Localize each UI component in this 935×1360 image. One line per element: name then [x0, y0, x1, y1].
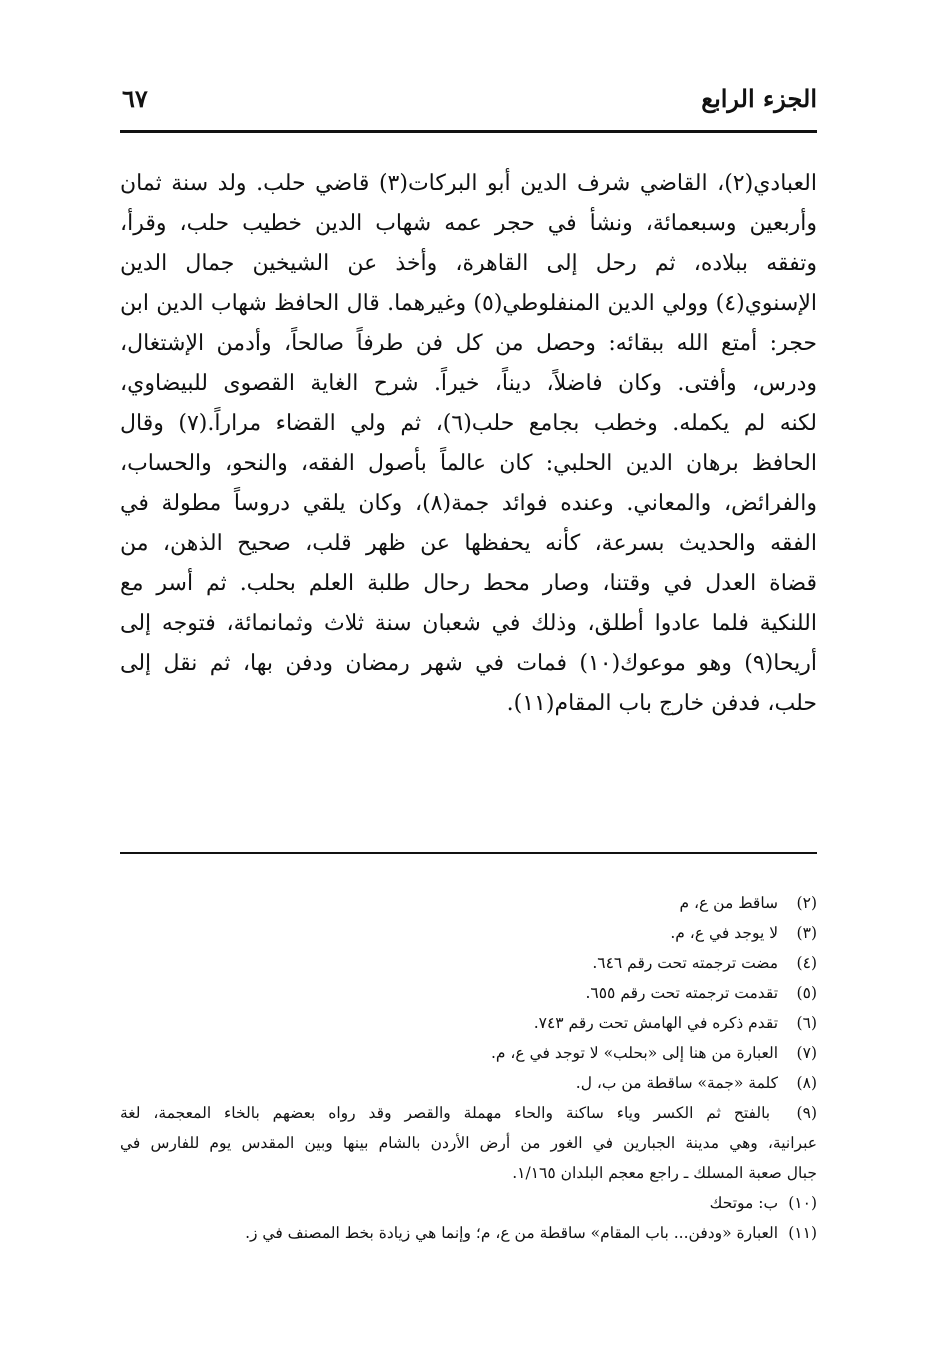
main-text	[120, 164, 817, 724]
footnote-text: تقدمت ترجمته تحت رقم ٦٥٥.	[585, 984, 779, 1002]
footnote-number: (١١)	[788, 1224, 817, 1242]
footnote-number: (٩)	[796, 1104, 817, 1122]
footnote-number: (٨)	[796, 1074, 817, 1092]
footnote-text: جبال صعبة المسلك ـ راجع معجم البلدان ١/١٦٥.	[512, 1164, 817, 1182]
footnote-number: (٦)	[796, 1014, 817, 1032]
body-line: ودرس، وأفتى. وكان فاضلاً، ديناً، خيراً. شرح الغاية القصوى للبيضاوي،	[120, 371, 817, 396]
running-header-title: الجزء الرابع	[701, 84, 817, 113]
footnote-8	[120, 1068, 817, 1098]
footnote-7	[120, 1038, 817, 1068]
footnote-text: مضت ترجمته تحت رقم ٦٤٦.	[592, 954, 779, 972]
body-line: اللنكية فلما عادوا أطلق، وذلك في شعبان سنة ثلاث وثمانمائة، فتوجه إلى	[120, 611, 817, 636]
footnote-text: عبرانية، وهي مدينة الجبارين في الغور من أرض الأردن بالشام بينها وبين المقدس يوم للفارس في	[120, 1134, 817, 1152]
footnote-3	[120, 918, 817, 948]
footnote-text: ساقط من ع، م	[679, 894, 779, 912]
footnote-text: كلمة «جمة» ساقطة من ب، ل.	[575, 1074, 779, 1092]
body-line: الإسنوي(٤) وولي الدين المنفلوطي(٥) وغيرهما. قال الحافظ شهاب الدين ابن	[120, 291, 817, 316]
footnote-2	[120, 888, 817, 918]
footnote-text: العبارة «ودفن... باب المقام» ساقطة من ع، م؛ وإنما هي زيادة بخط المصنف في ز.	[245, 1224, 779, 1242]
body-line: وتفقه ببلاده، ثم رحل إلى القاهرة، وأخذ عن الشيخين جمال الدين	[120, 251, 817, 276]
footnote-number: (٥)	[796, 984, 817, 1002]
footnote-number: (١٠)	[788, 1194, 817, 1212]
footnote-number: (٤)	[796, 954, 817, 972]
footnote-number: (٧)	[796, 1044, 817, 1062]
footnote-rule	[120, 852, 817, 854]
footnote-9-continued	[120, 1128, 817, 1158]
footnote-text: تقدم ذكره في الهامش تحت رقم ٧٤٣.	[533, 1014, 779, 1032]
footnotes	[120, 888, 817, 1248]
body-line: الفقه والحديث بسرعة، كأنه يحفظها عن ظهر قلب، صحيح الذهن، من	[120, 531, 817, 556]
footnote-9	[120, 1098, 817, 1128]
footnote-number: (٢)	[796, 894, 817, 912]
footnote-9-continued	[120, 1158, 817, 1188]
footnote-11	[120, 1218, 817, 1248]
footnote-6	[120, 1008, 817, 1038]
header-rule	[120, 130, 817, 133]
body-line: أريحا(٩) وهو موعوك(١٠) فمات في شهر رمضان ودفن بها، ثم نقل إلى	[120, 651, 817, 676]
footnote-text: العبارة من هنا إلى «بحلب» لا توجد في ع، م.	[490, 1044, 779, 1062]
footnote-4	[120, 948, 817, 978]
footnote-number: (٣)	[796, 924, 817, 942]
footnote-10	[120, 1188, 817, 1218]
footnote-text: بالفتح ثم الكسر وياء ساكنة والحاء مهملة والقصر وقد رواه بعضهم بالخاء المعجمة، لغة	[120, 1104, 771, 1122]
footnote-text: ب: موتحك	[709, 1194, 779, 1212]
body-line: والفرائض، والمعاني. وعنده فوائد جمة(٨)، وكان يلقي دروساً مطولة في	[120, 491, 817, 516]
body-line: قضاة العدل في وقتنا، وصار محط رحال طلبة العلم بحلب. ثم أسر مع	[120, 571, 817, 596]
body-line: لكنه لم يكمله. وخطب بجامع حلب(٦)، ثم ولي القضاء مراراً.(٧) وقال	[120, 411, 817, 436]
page-number: ٦٧	[122, 84, 148, 113]
body-line: حلب، فدفن خارج باب المقام(١١).	[506, 691, 817, 716]
footnote-text: لا يوجد في ع، م.	[670, 924, 779, 942]
body-line: العبادي(٢)، القاضي شرف الدين أبو البركات(٣) قاضي حلب. ولد سنة ثمان	[120, 171, 817, 196]
body-line: حجر: أمتع الله ببقائه: وحصل من كل فن طرفاً صالحاً، وأدمن الإشتغال،	[120, 331, 817, 356]
footnote-5	[120, 978, 817, 1008]
body-line: وأربعين وسبعمائة، ونشأ في حجر عمه شهاب الدين خطيب حلب، وقرأ،	[120, 211, 817, 236]
body-line: الحافظ برهان الدين الحلبي: كان عالماً بأصول الفقه، والنحو، والحساب،	[120, 451, 817, 476]
